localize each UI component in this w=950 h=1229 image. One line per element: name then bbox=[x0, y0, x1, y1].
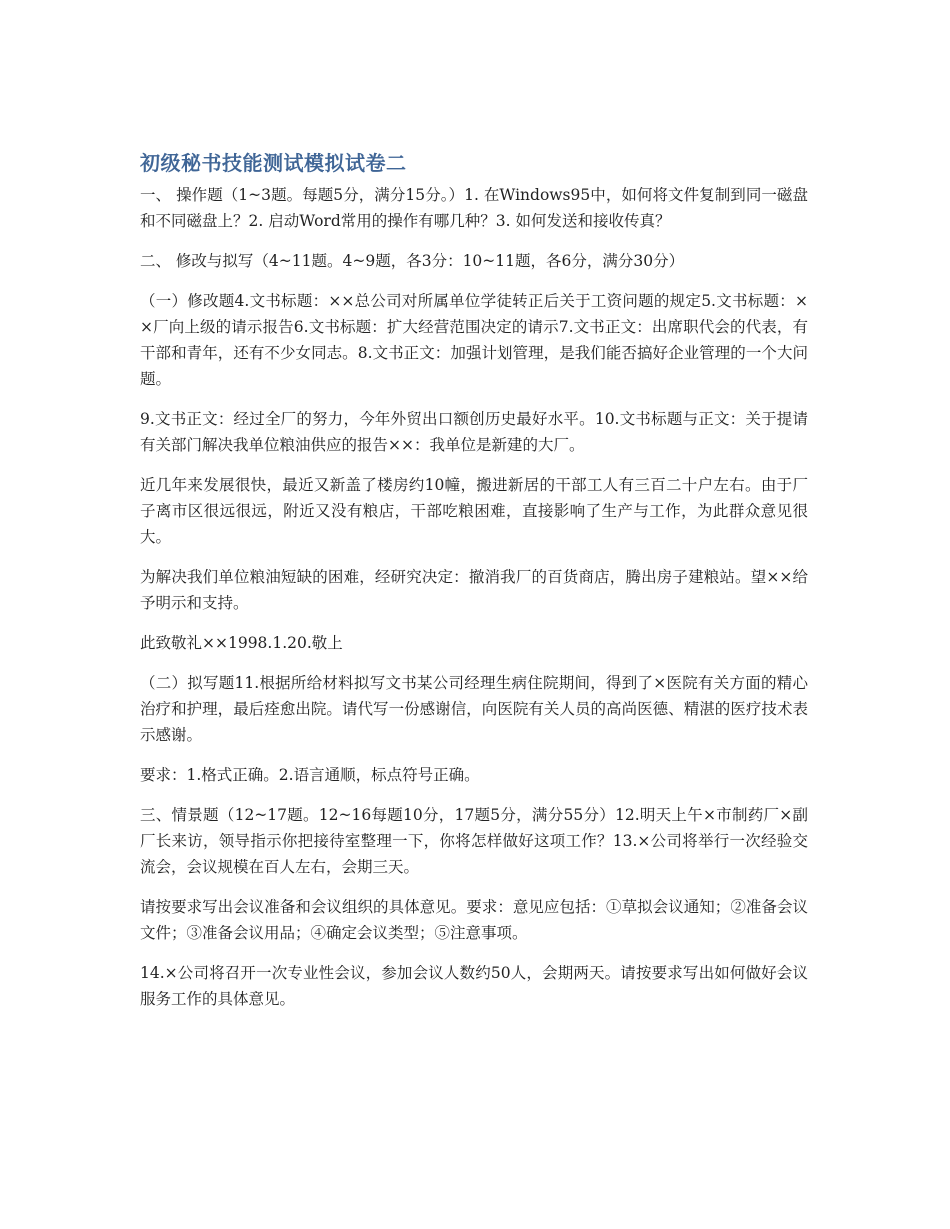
paragraph-drafting-requirements: 要求：1.格式正确。2.语言通顺，标点符号正确。 bbox=[140, 766, 480, 784]
document-page bbox=[140, 148, 808, 1026]
paragraph-revision-questions: （一）修改题4.文书标题：××总公司对所属单位学徒转正后关于工资问题的规定5.文书标题：××厂向上级的请示报告6.文书标题：扩大经营范围决定的请示7.文书正文：出席职代会的代表，有干部和青年，还有不少女同志。8.文书正文：加强计划管理，是我们能否搞好企业管理的一个大问题。 bbox=[140, 292, 808, 388]
document-title: 初级秘书技能测试模拟试卷二 bbox=[140, 151, 407, 175]
paragraph-section-two-heading: 二、 修改与拟写（4~11题。4~9题，各3分：10~11题，各6分，满分30分） bbox=[140, 252, 685, 270]
paragraph-operation-questions: 一、 操作题（1~3题。每题5分，满分15分。）1. 在Windows95中，如何将文件复制到同一磁盘和不同磁盘上？2. 启动Word常用的操作有哪几种？3. 如何发送和接收传真？ bbox=[140, 186, 808, 230]
paragraph-report-request: 为解决我们单位粮油短缺的困难，经研究决定：撤消我厂的百货商店，腾出房子建粮站。望××给予明示和支持。 bbox=[140, 568, 808, 612]
paragraph-report-body: 近几年来发展很快，最近又新盖了楼房约10幢，搬进新居的干部工人有三百二十户左右。由于厂子离市区很远很远，附近又没有粮店，干部吃粮困难，直接影响了生产与工作，为此群众意见很大。 bbox=[140, 476, 808, 546]
paragraph-question-9-10: 9.文书正文：经过全厂的努力，今年外贸出口额创历史最好水平。10.文书标题与正文：关于提请有关部门解决我单位粮油供应的报告××：我单位是新建的大厂。 bbox=[140, 410, 808, 454]
paragraph-scenario-questions: 三、情景题（12~17题。12~16每题10分，17题5分，满分55分）12.明天上午×市制药厂×副厂长来访，领导指示你把接待室整理一下，你将怎样做好这项工作？13.×公司将举行一次经验交流会，会议规模在百人左右，会期三天。 bbox=[140, 806, 808, 876]
paragraph-report-closing: 此致敬礼××1998.1.20.敬上 bbox=[140, 634, 343, 652]
paragraph-question-14: 14.×公司将召开一次专业性会议，参加会议人数约50人，会期两天。请按要求写出如何做好会议服务工作的具体意见。 bbox=[140, 964, 808, 1008]
paragraph-drafting-question: （二）拟写题11.根据所给材料拟写文书某公司经理生病住院期间，得到了×医院有关方面的精心治疗和护理，最后痊愈出院。请代写一份感谢信，向医院有关人员的高尚医德、精湛的医疗技术表示感谢。 bbox=[140, 674, 808, 744]
paragraph-meeting-preparation: 请按要求写出会议准备和会议组织的具体意见。要求：意见应包括：①草拟会议通知；②准备会议文件；③准备会议用品；④确定会议类型；⑤注意事项。 bbox=[140, 898, 808, 942]
